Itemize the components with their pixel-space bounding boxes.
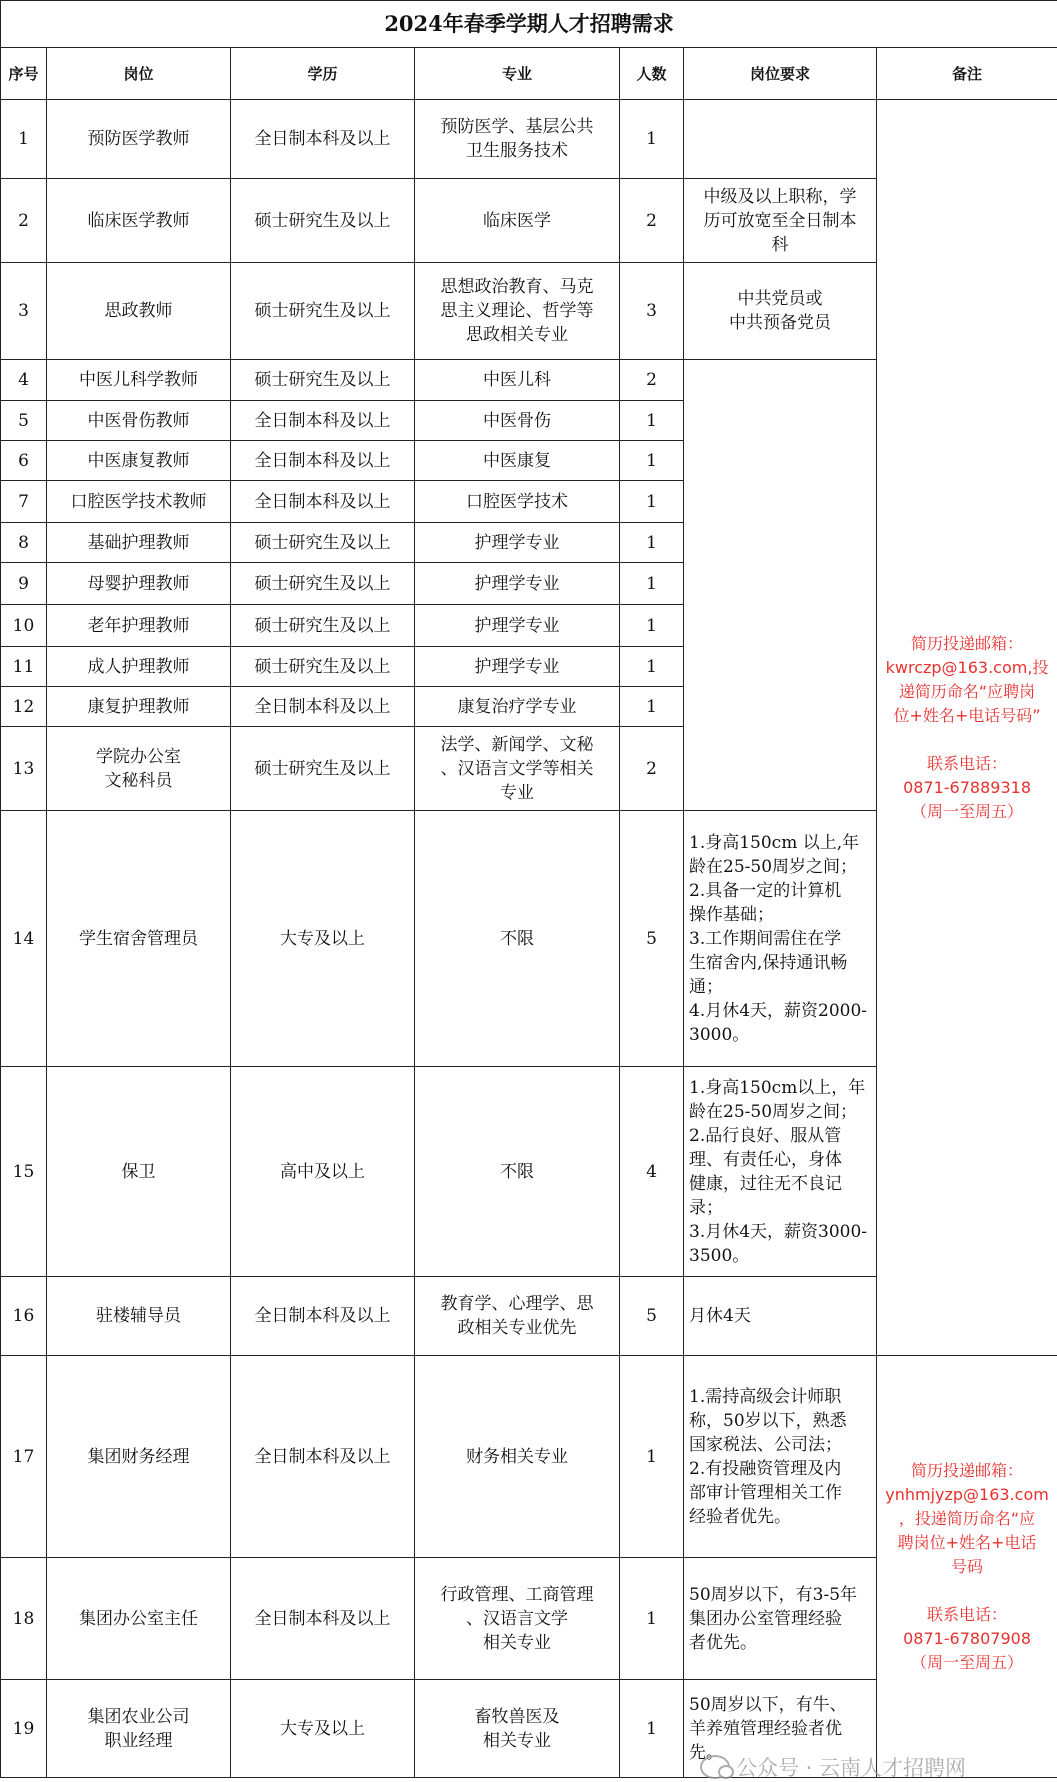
- cell-count: 1: [620, 605, 684, 647]
- cell-education: 硕士研究生及以上: [231, 263, 415, 360]
- table-row: [1, 100, 1057, 179]
- cell-position: 康复护理教师: [47, 687, 231, 727]
- cell-major: 护理学专业: [415, 563, 620, 605]
- cell-no: 11: [1, 647, 47, 687]
- cell-education: 硕士研究生及以上: [231, 179, 415, 263]
- cell-major: 畜牧兽医及 相关专业: [415, 1680, 620, 1778]
- header-major: 专业: [415, 48, 620, 100]
- header-position: 岗位: [47, 48, 231, 100]
- cell-position: 老年护理教师: [47, 605, 231, 647]
- cell-education: 硕士研究生及以上: [231, 360, 415, 401]
- cell-position: 临床医学教师: [47, 179, 231, 263]
- cell-requirements: 1.身高150cm 以上,年 龄在25-50周岁之间； 2.具备一定的计算机 操作基础； 3.工作期间需住在学 生宿舍内,保持通讯畅 通； 4.月休4天，薪资2000- 3000。: [684, 811, 877, 1067]
- cell-count: 3: [620, 263, 684, 360]
- page-title: 2024年春季学期人才招聘需求: [1, 1, 1057, 48]
- cell-position: 预防医学教师: [47, 100, 231, 179]
- cell-education: 全日制本科及以上: [231, 687, 415, 727]
- cell-count: 2: [620, 179, 684, 263]
- cell-no: 1: [1, 100, 47, 179]
- cell-count: 1: [620, 481, 684, 523]
- cell-no: 19: [1, 1680, 47, 1778]
- cell-major: 护理学专业: [415, 523, 620, 563]
- cell-major: 康复治疗学专业: [415, 687, 620, 727]
- cell-position: 集团农业公司 职业经理: [47, 1680, 231, 1778]
- cell-position: 保卫: [47, 1067, 231, 1277]
- cell-position: 学院办公室 文秘科员: [47, 727, 231, 811]
- cell-position: 基础护理教师: [47, 523, 231, 563]
- cell-education: 硕士研究生及以上: [231, 523, 415, 563]
- cell-no: 8: [1, 523, 47, 563]
- header-no: 序号: [1, 48, 47, 100]
- cell-no: 10: [1, 605, 47, 647]
- table-row: [1, 1356, 1057, 1558]
- cell-count: 1: [620, 523, 684, 563]
- cell-major: 口腔医学技术: [415, 481, 620, 523]
- note-school: 简历投递邮箱： kwrczp@163.com,投 递简历命名“应聘岗 位+姓名+电话号码” 联系电话： 0871-67889318 （周一至周五）: [877, 100, 1057, 1356]
- cell-no: 12: [1, 687, 47, 727]
- cell-requirements-empty: [684, 100, 877, 179]
- cell-education: 大专及以上: [231, 811, 415, 1067]
- cell-position: 中医骨伤教师: [47, 401, 231, 441]
- cell-no: 4: [1, 360, 47, 401]
- cell-count: 1: [620, 647, 684, 687]
- cell-requirements: 50周岁以下，有牛、 羊养殖管理经验者优 先。: [684, 1680, 877, 1778]
- cell-count: 4: [620, 1067, 684, 1277]
- cell-education: 高中及以上: [231, 1067, 415, 1277]
- cell-education: 全日制本科及以上: [231, 481, 415, 523]
- cell-position: 思政教师: [47, 263, 231, 360]
- cell-position: 中医康复教师: [47, 441, 231, 481]
- cell-no: 17: [1, 1356, 47, 1558]
- cell-position: 驻楼辅导员: [47, 1277, 231, 1356]
- cell-major: 中医康复: [415, 441, 620, 481]
- cell-major: 中医骨伤: [415, 401, 620, 441]
- cell-no: 3: [1, 263, 47, 360]
- header-education: 学历: [231, 48, 415, 100]
- cell-position: 学生宿舍管理员: [47, 811, 231, 1067]
- cell-major: 中医儿科: [415, 360, 620, 401]
- header-count: 人数: [620, 48, 684, 100]
- note-group: 简历投递邮箱： ynhmjyzp@163.com ，投递简历命名“应 聘岗位+姓名+电话 号码 联系电话： 0871-67807908 （周一至周五）: [877, 1356, 1057, 1778]
- wechat-icon: [700, 1755, 730, 1779]
- cell-requirements-empty: [684, 360, 877, 811]
- cell-education: 全日制本科及以上: [231, 1356, 415, 1558]
- cell-education: 全日制本科及以上: [231, 401, 415, 441]
- cell-education: 全日制本科及以上: [231, 1277, 415, 1356]
- cell-no: 18: [1, 1558, 47, 1680]
- cell-no: 2: [1, 179, 47, 263]
- cell-no: 5: [1, 401, 47, 441]
- cell-position: 中医儿科学教师: [47, 360, 231, 401]
- cell-major: 思想政治教育、马克 思主义理论、哲学等 思政相关专业: [415, 263, 620, 360]
- cell-no: 13: [1, 727, 47, 811]
- cell-requirements: 月休4天: [684, 1277, 877, 1356]
- cell-requirements: 中共党员或 中共预备党员: [684, 263, 877, 360]
- cell-position: 口腔医学技术教师: [47, 481, 231, 523]
- cell-education: 硕士研究生及以上: [231, 563, 415, 605]
- cell-no: 7: [1, 481, 47, 523]
- cell-major: 行政管理、工商管理 、汉语言文学 相关专业: [415, 1558, 620, 1680]
- cell-no: 6: [1, 441, 47, 481]
- cell-count: 1: [620, 687, 684, 727]
- cell-education: 全日制本科及以上: [231, 100, 415, 179]
- cell-count: 1: [620, 441, 684, 481]
- cell-no: 15: [1, 1067, 47, 1277]
- cell-major: 护理学专业: [415, 647, 620, 687]
- cell-no: 14: [1, 811, 47, 1067]
- watermark-text: 公众号 · 云南人才招聘网: [736, 1752, 966, 1782]
- cell-no: 9: [1, 563, 47, 605]
- cell-education: 全日制本科及以上: [231, 1558, 415, 1680]
- cell-major: 护理学专业: [415, 605, 620, 647]
- cell-requirements: 50周岁以下，有3-5年 集团办公室管理经验 者优先。: [684, 1558, 877, 1680]
- cell-position: 集团财务经理: [47, 1356, 231, 1558]
- cell-count: 2: [620, 360, 684, 401]
- cell-major: 教育学、心理学、思 政相关专业优先: [415, 1277, 620, 1356]
- cell-major: 财务相关专业: [415, 1356, 620, 1558]
- cell-position: 成人护理教师: [47, 647, 231, 687]
- cell-count: 1: [620, 100, 684, 179]
- header-notes: 备注: [877, 48, 1057, 100]
- cell-count: 5: [620, 1277, 684, 1356]
- cell-major: 不限: [415, 1067, 620, 1277]
- cell-major: 预防医学、基层公共 卫生服务技术: [415, 100, 620, 179]
- cell-count: 1: [620, 1558, 684, 1680]
- cell-major: 不限: [415, 811, 620, 1067]
- cell-no: 16: [1, 1277, 47, 1356]
- cell-requirements: 中级及以上职称，学 历可放宽至全日制本 科: [684, 179, 877, 263]
- header-row: [1, 48, 1057, 100]
- cell-education: 硕士研究生及以上: [231, 727, 415, 811]
- header-requirements: 岗位要求: [684, 48, 877, 100]
- cell-position: 母婴护理教师: [47, 563, 231, 605]
- cell-count: 1: [620, 563, 684, 605]
- cell-education: 大专及以上: [231, 1680, 415, 1778]
- cell-count: 2: [620, 727, 684, 811]
- cell-count: 5: [620, 811, 684, 1067]
- cell-education: 硕士研究生及以上: [231, 605, 415, 647]
- cell-education: 硕士研究生及以上: [231, 647, 415, 687]
- cell-education: 全日制本科及以上: [231, 441, 415, 481]
- cell-major: 临床医学: [415, 179, 620, 263]
- cell-position: 集团办公室主任: [47, 1558, 231, 1680]
- cell-count: 1: [620, 1356, 684, 1558]
- cell-count: 1: [620, 401, 684, 441]
- cell-count: 1: [620, 1680, 684, 1778]
- cell-requirements: 1.身高150cm以上，年 龄在25-50周岁之间； 2.品行良好、服从管 理、有责任心，身体 健康，过往无不良记 录； 3.月休4天，薪资3000- 3500。: [684, 1067, 877, 1277]
- cell-requirements: 1.需持高级会计师职 称，50岁以下，熟悉 国家税法、公司法； 2.有投融资管理及内 部审计管理相关工作 经验者优先。: [684, 1356, 877, 1558]
- watermark: [700, 1752, 966, 1782]
- cell-major: 法学、新闻学、文秘 、汉语言文学等相关 专业: [415, 727, 620, 811]
